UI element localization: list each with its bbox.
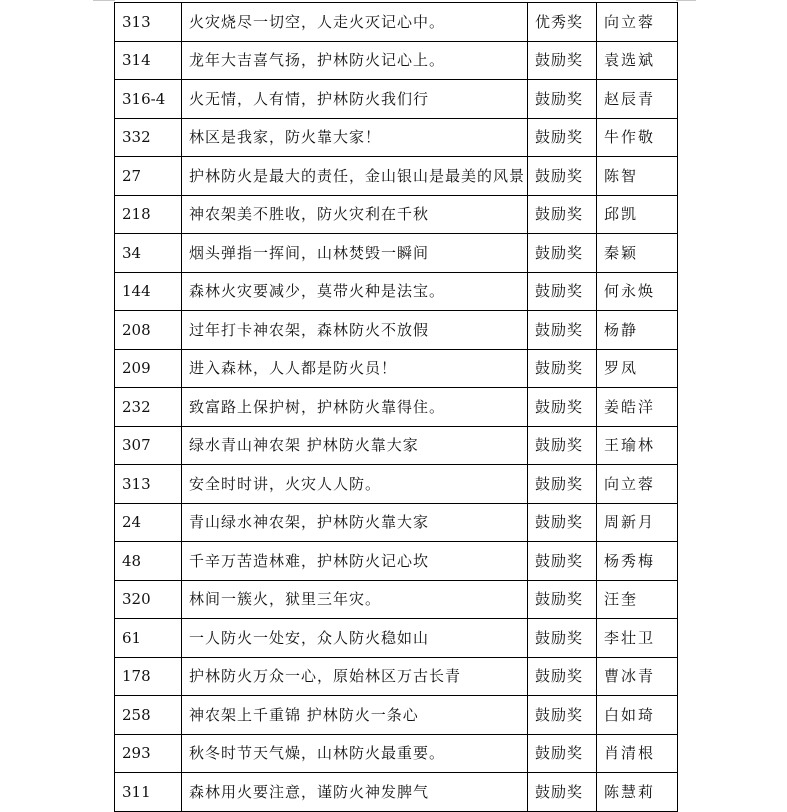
award-level: 鼓励奖	[528, 195, 597, 234]
author-name: 袁选斌	[597, 41, 678, 80]
author-name: 牛作敬	[597, 118, 678, 157]
award-level: 鼓励奖	[528, 41, 597, 80]
entry-number: 311	[115, 773, 182, 812]
award-level: 鼓励奖	[528, 465, 597, 504]
award-level: 鼓励奖	[528, 311, 597, 350]
award-level: 鼓励奖	[528, 234, 597, 273]
slogan-text: 安全时时讲，火灾人人防。	[182, 465, 528, 504]
author-name: 陈智	[597, 157, 678, 196]
slogan-text: 火无情，人有情，护林防火我们行	[182, 80, 528, 119]
award-level: 鼓励奖	[528, 773, 597, 812]
table-row	[115, 657, 678, 696]
table-row	[115, 41, 678, 80]
award-level: 鼓励奖	[528, 349, 597, 388]
author-name: 罗凤	[597, 349, 678, 388]
table-row	[115, 80, 678, 119]
slogan-text: 进入森林，人人都是防火员！	[182, 349, 528, 388]
slogan-text: 千辛万苦造林难，护林防火记心坎	[182, 542, 528, 581]
entry-number: 313	[115, 3, 182, 42]
slogan-text: 绿水青山神农架 护林防火靠大家	[182, 426, 528, 465]
table-row	[115, 734, 678, 773]
table-row	[115, 696, 678, 735]
award-level: 鼓励奖	[528, 619, 597, 658]
slogan-text: 烟头弹指一挥间，山林焚毁一瞬间	[182, 234, 528, 273]
slogan-text: 护林防火万众一心，原始林区万古长青	[182, 657, 528, 696]
slogan-text: 过年打卡神农架，森林防火不放假	[182, 311, 528, 350]
entry-number: 232	[115, 388, 182, 427]
award-level: 鼓励奖	[528, 80, 597, 119]
award-level: 鼓励奖	[528, 157, 597, 196]
slogan-text: 秋冬时节天气燥，山林防火最重要。	[182, 734, 528, 773]
award-level: 鼓励奖	[528, 542, 597, 581]
entry-number: 313	[115, 465, 182, 504]
table-row	[115, 426, 678, 465]
slogan-text: 火灾烧尽一切空，人走火灭记心中。	[182, 3, 528, 42]
crop-mark-left	[93, 0, 115, 5]
table-row	[115, 349, 678, 388]
author-name: 何永焕	[597, 272, 678, 311]
author-name: 汪奎	[597, 580, 678, 619]
slogan-text: 龙年大吉喜气扬，护林防火记心上。	[182, 41, 528, 80]
author-name: 白如琦	[597, 696, 678, 735]
author-name: 陈慧莉	[597, 773, 678, 812]
award-level: 鼓励奖	[528, 657, 597, 696]
author-name: 曹冰青	[597, 657, 678, 696]
author-name: 肖清根	[597, 734, 678, 773]
slogan-text: 神农架美不胜收，防火灾利在千秋	[182, 195, 528, 234]
entry-number: 314	[115, 41, 182, 80]
table-row	[115, 195, 678, 234]
table-row	[115, 503, 678, 542]
award-level: 鼓励奖	[528, 734, 597, 773]
slogan-text: 致富路上保护树，护林防火靠得住。	[182, 388, 528, 427]
author-name: 向立蓉	[597, 3, 678, 42]
entry-number: 178	[115, 657, 182, 696]
entry-number: 332	[115, 118, 182, 157]
entry-number: 320	[115, 580, 182, 619]
entry-number: 48	[115, 542, 182, 581]
award-level: 鼓励奖	[528, 118, 597, 157]
slogan-text: 护林防火是最大的责任，金山银山是最美的风景	[182, 157, 528, 196]
table-row	[115, 311, 678, 350]
award-level: 鼓励奖	[528, 696, 597, 735]
author-name: 王瑜林	[597, 426, 678, 465]
table-row	[115, 272, 678, 311]
award-level: 鼓励奖	[528, 503, 597, 542]
awards-table	[114, 2, 678, 812]
author-name: 邱凯	[597, 195, 678, 234]
table-row	[115, 619, 678, 658]
award-level: 鼓励奖	[528, 388, 597, 427]
table-row	[115, 773, 678, 812]
author-name: 姜皓洋	[597, 388, 678, 427]
slogan-text: 林间一簇火，狱里三年灾。	[182, 580, 528, 619]
entry-number: 27	[115, 157, 182, 196]
entry-number: 307	[115, 426, 182, 465]
table-row	[115, 465, 678, 504]
award-level: 鼓励奖	[528, 580, 597, 619]
author-name: 杨静	[597, 311, 678, 350]
slogan-text: 林区是我家，防火靠大家！	[182, 118, 528, 157]
table-row	[115, 157, 678, 196]
table-row	[115, 388, 678, 427]
table-row	[115, 3, 678, 42]
award-level: 鼓励奖	[528, 272, 597, 311]
entry-number: 209	[115, 349, 182, 388]
entry-number: 24	[115, 503, 182, 542]
entry-number: 144	[115, 272, 182, 311]
slogan-text: 神农架上千重锦 护林防火一条心	[182, 696, 528, 735]
author-name: 秦颖	[597, 234, 678, 273]
entry-number: 293	[115, 734, 182, 773]
author-name: 周新月	[597, 503, 678, 542]
slogan-text: 森林用火要注意，谨防火神发脾气	[182, 773, 528, 812]
award-level: 优秀奖	[528, 3, 597, 42]
table-row	[115, 580, 678, 619]
slogan-text: 青山绿水神农架，护林防火靠大家	[182, 503, 528, 542]
author-name: 李壮卫	[597, 619, 678, 658]
entry-number: 218	[115, 195, 182, 234]
author-name: 赵辰青	[597, 80, 678, 119]
awards-table-body	[115, 3, 678, 812]
author-name: 向立蓉	[597, 465, 678, 504]
slogan-text: 一人防火一处安，众人防火稳如山	[182, 619, 528, 658]
entry-number: 34	[115, 234, 182, 273]
entry-number: 258	[115, 696, 182, 735]
entry-number: 208	[115, 311, 182, 350]
table-row	[115, 542, 678, 581]
author-name: 杨秀梅	[597, 542, 678, 581]
entry-number: 61	[115, 619, 182, 658]
table-row	[115, 234, 678, 273]
entry-number: 316-4	[115, 80, 182, 119]
award-level: 鼓励奖	[528, 426, 597, 465]
crop-mark-right	[676, 0, 696, 5]
slogan-text: 森林火灾要减少，莫带火种是法宝。	[182, 272, 528, 311]
table-row	[115, 118, 678, 157]
